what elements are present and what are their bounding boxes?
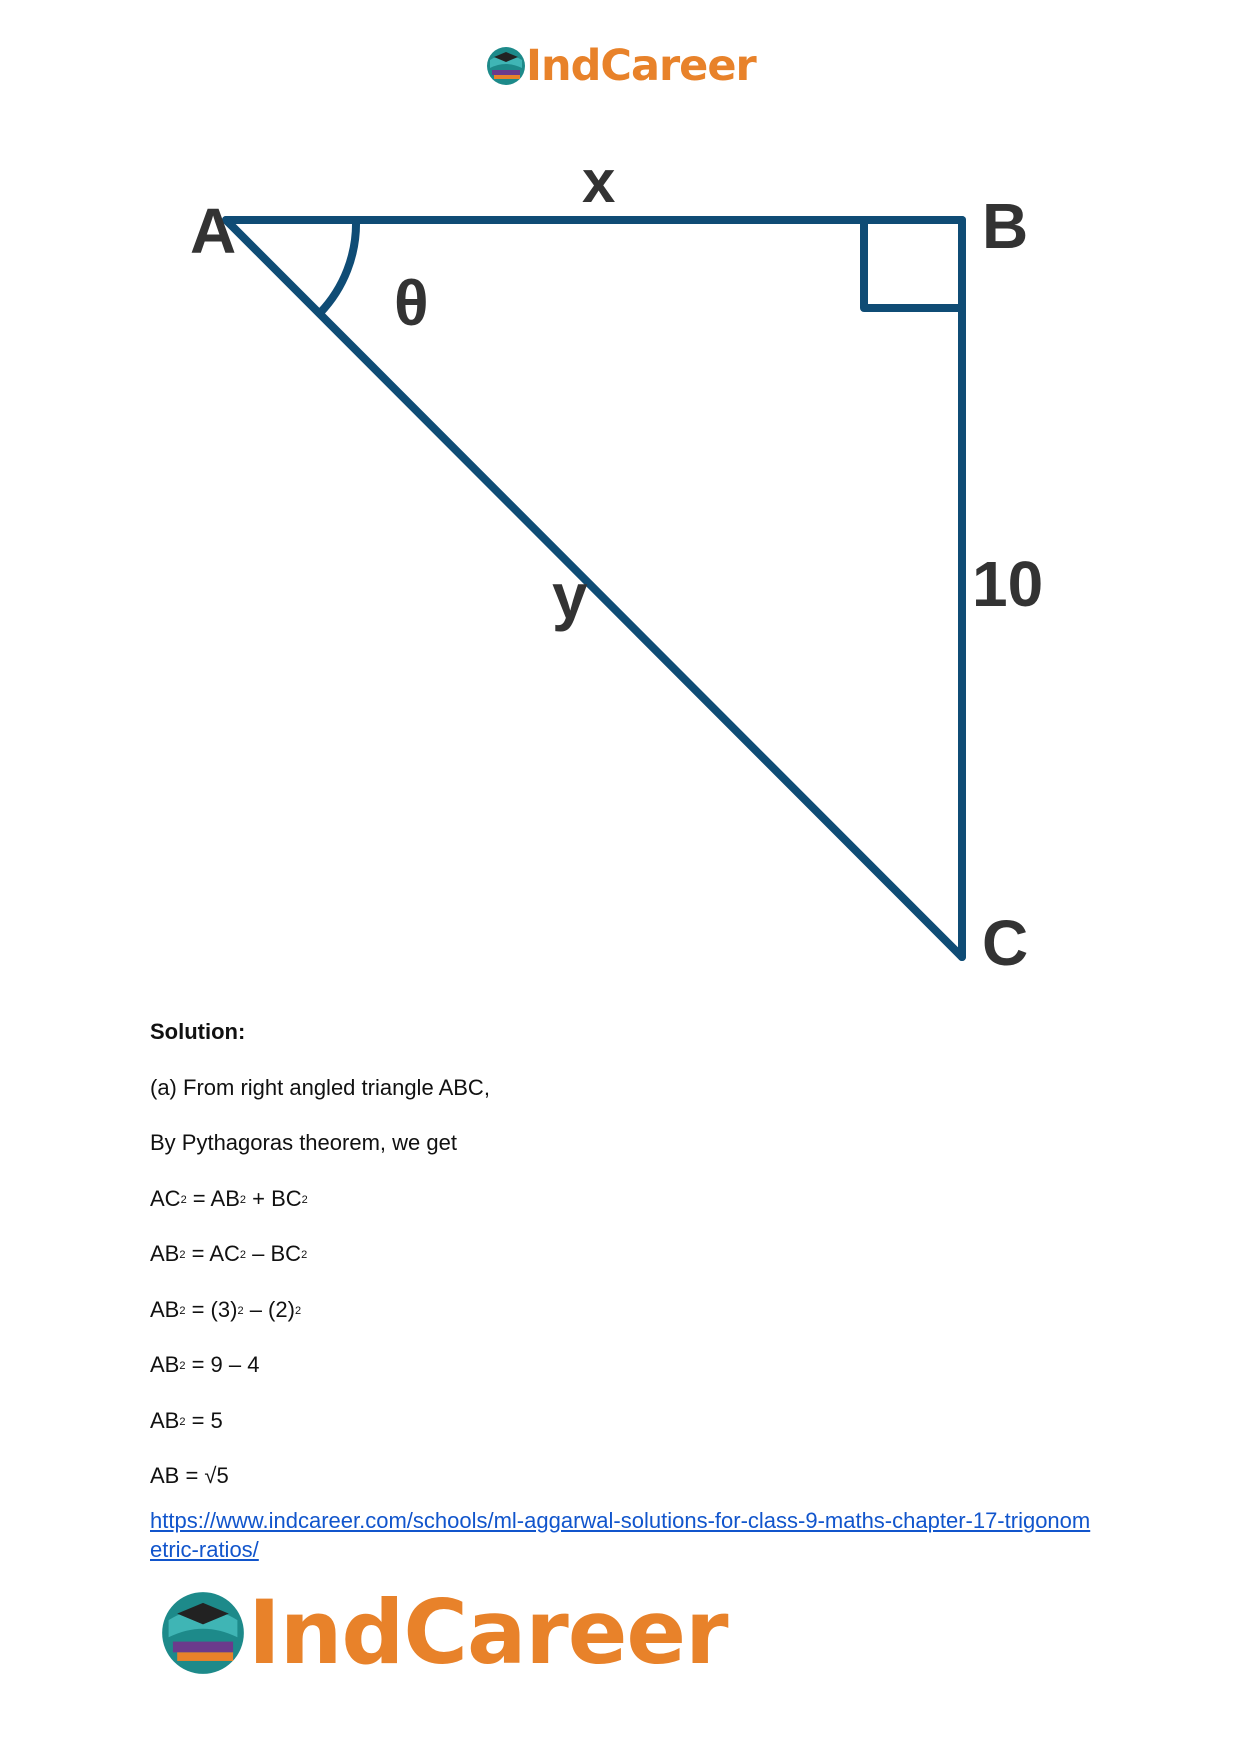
- solution-line-2: By Pythagoras theorem, we get: [150, 1130, 457, 1155]
- equation-1: $AC^2 = AB^2 + BC^2$: [150, 1186, 308, 1211]
- vertex-b-label: B: [982, 190, 1029, 262]
- equation-6: AB = √5: [150, 1463, 229, 1488]
- angle-arc: [320, 220, 356, 313]
- vertex-c-label: C: [982, 907, 1029, 979]
- solution-line-1: (a) From right angled triangle ABC,: [150, 1075, 490, 1100]
- right-angle-marker: [864, 220, 962, 308]
- globe-books-icon: [160, 1590, 246, 1676]
- side-ac: [226, 220, 962, 957]
- equation-4: $AB^2 = 9 - 4$: [150, 1352, 260, 1377]
- side-ab-label: x: [582, 150, 616, 215]
- right-triangle-diagram: [150, 150, 1070, 980]
- angle-theta-label: θ: [394, 267, 429, 339]
- brand-name: IndCareer: [248, 1581, 728, 1684]
- globe-books-icon: [486, 46, 526, 86]
- solution-heading: Solution:: [150, 1019, 246, 1044]
- header-logo: [486, 42, 756, 90]
- vertex-a-label: A: [190, 195, 237, 267]
- equation-5: $AB^2 = 5$: [150, 1408, 223, 1433]
- side-bc-label: 10: [972, 548, 1044, 620]
- source-link[interactable]: https://www.indcareer.com/schools/ml-aggarwal-solutions-for-class-9-maths-chapter-17-trigonometric-ratios/: [150, 1508, 1091, 1562]
- equation-3: $AB^2 = (3)^2 - (2)^2$: [150, 1297, 302, 1322]
- equation-2: $AB^2 = AC^2 - BC^2$: [150, 1241, 308, 1266]
- brand-name: IndCareer: [526, 41, 756, 91]
- side-ac-label: y: [552, 560, 588, 632]
- footer-logo: [160, 1581, 728, 1684]
